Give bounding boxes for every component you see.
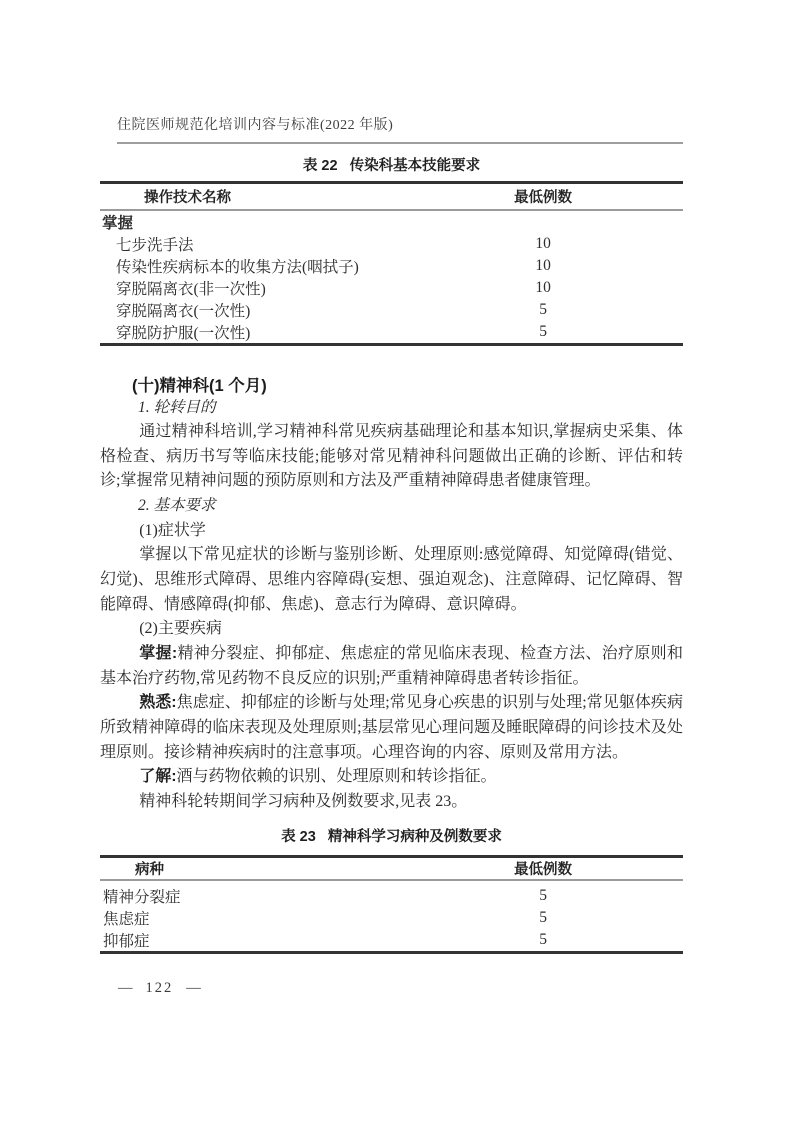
table-22 [100,181,683,346]
paragraph-understand [100,765,683,790]
table-23-title-prefix: 表 23 [281,828,316,845]
paragraph-see-table-23: 精神科轮转期间学习病种及例数要求,见表 23。 [139,793,468,810]
subheading-main-diseases: (2)主要疾病 [139,620,222,638]
table-22-row-value: 10 [535,234,551,252]
paragraph-understand-text: 酒与药物依赖的识别、处理原则和转诊指征。 [176,768,497,786]
table-23-title-text: 精神科学习病种及例数要求 [327,828,502,845]
table-22-row-name: 穿脱防护服(一次性) [116,324,251,342]
table-23-col-header-spacer [625,856,683,880]
table-23-row-name: 焦虑症 [103,910,150,928]
paragraph-symptomatology: 掌握以下常见症状的诊断与鉴别诊断、处理原则:感觉障碍、知觉障碍(错觉、幻觉)、思维形式障碍、思维内容障碍(妄想、强迫观念)、注意障碍、记忆障碍、智能障碍、情感障碍(抑郁、焦虑)、意志行为障碍、意识障碍。 [100,546,683,613]
table-22-row-value: 10 [535,256,551,274]
table-22-title-text: 传染科基本技能要求 [349,158,481,174]
table-22-header-row [100,183,683,210]
table-22-row-name: 传染性疾病标本的收集方法(咽拭子) [116,258,359,276]
table-23-row-name: 抑郁症 [103,933,150,951]
table-22-group-row [100,210,683,233]
paragraph-master-text: 精神分裂症、抑郁症、焦虑症的常见临床表现、检查方法、治疗原则和基本治疗药物,常见药物不良反应的识别;严重精神障碍患者转诊指征。 [100,645,683,687]
table-row [100,299,683,321]
subheading-symptomatology: (1)症状学 [139,521,206,539]
table-row [100,880,683,907]
content-area [100,0,683,997]
table-row [100,233,683,255]
table-22-row-value: 5 [539,322,547,340]
table-22-row-name: 七步洗手法 [116,236,194,254]
table-22-group-label: 掌握 [102,214,134,232]
subheading-rotation-purpose: 1. 轮转目的 [137,398,216,416]
running-header: 住院医师规范化培训内容与标准(2022 年版) [117,117,683,144]
lead-understand: 了解: [139,768,177,786]
footer-dash-left: — [118,980,133,997]
paragraph-rotation-purpose: 通过精神科培训,学习精神科常见疾病基础理论和基本知识,掌握病史采集、体格检查、病历书写等临床技能;能够对常见精神科问题做出正确的诊断、评估和转诊;掌握常见精神问题的预防原则和方法及严重精神障碍患者健康管理。 [100,423,683,490]
lead-familiar: 熟悉: [139,694,177,712]
table-row [100,255,683,277]
table-22-row-name: 穿脱隔离衣(一次性) [116,302,251,320]
table-row [100,929,683,953]
table-22-row-name: 穿脱隔离衣(非一次性) [116,280,266,298]
lead-master: 掌握: [139,645,178,663]
subheading-basic-requirements: 2. 基本要求 [137,497,216,515]
table-22-row-value: 10 [535,278,551,296]
table-22-col-header-min-cases: 最低例数 [461,183,624,210]
table-22-col-header-spacer [625,183,683,210]
table-23 [100,855,683,955]
paragraph-familiar [100,691,683,765]
section-heading-psychiatry: (十)精神科(1 个月) [132,376,267,395]
table-23-row-value: 5 [539,931,547,949]
table-23-row-value: 5 [539,908,547,926]
table-23-col-header-min-cases: 最低例数 [461,856,624,880]
table-22-title-prefix: 表 22 [302,158,338,174]
page-footer [118,980,683,997]
table-row [100,907,683,930]
table-23-col-header-disease: 病种 [100,856,461,880]
table-row [100,321,683,345]
table-22-title [100,158,683,175]
table-23-title [100,829,683,846]
table-22-col-header-operation: 操作技术名称 [100,183,461,210]
table-22-row-value: 5 [539,300,547,318]
table-23-row-name: 精神分裂症 [103,888,181,906]
table-23-header-row [100,856,683,880]
paragraph-master [100,642,683,691]
paragraph-familiar-text: 焦虑症、抑郁症的诊断与处理;常见身心疾患的识别与处理;常见躯体疾病所致精神障碍的临床表现及处理原则;基层常见心理问题及睡眠障碍的问诊技术及处理原则。接诊精神疾病时的注意事项。心理咨询的内容、原则及常用方法。 [100,694,683,761]
page-number: 122 [145,980,174,997]
footer-dash-right: — [186,980,201,997]
table-row [100,277,683,299]
table-23-row-value: 5 [539,886,547,904]
